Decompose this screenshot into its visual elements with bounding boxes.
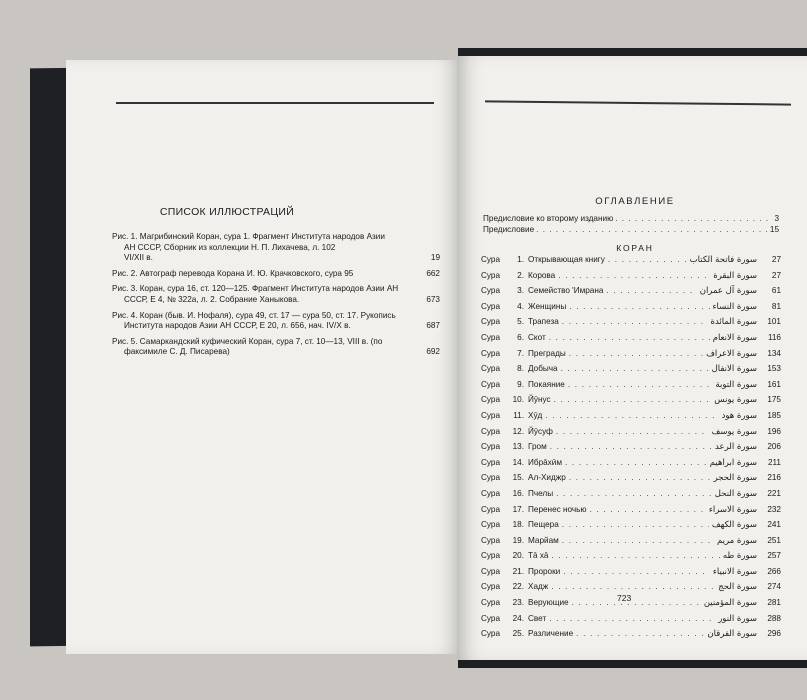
sura-entry — [481, 489, 781, 505]
sura-number: 17. — [512, 504, 524, 514]
sura-page: 211 — [767, 457, 781, 467]
sura-word-label: Сура — [481, 395, 501, 405]
sura-page: 81 — [771, 301, 781, 311]
sura-word-label: Сура — [481, 582, 501, 592]
sura-entry — [481, 286, 781, 302]
sura-entry — [481, 520, 781, 536]
illustration-line: СССР, Е 4, № 322а, л. 2. Собрание Ханыкова. — [124, 294, 300, 304]
sura-page: 153 — [767, 364, 781, 374]
sura-page: 216 — [767, 473, 781, 483]
sura-arabic-name: سورة الكهف — [711, 520, 757, 531]
leader-dots — [562, 536, 714, 545]
illustration-entry — [112, 311, 440, 332]
sura-entry — [481, 505, 781, 521]
sura-number: 25. — [512, 629, 524, 639]
left-page — [66, 60, 462, 654]
leader-dots — [551, 551, 719, 560]
sura-word-label: Сура — [481, 364, 501, 374]
sura-name: Пещера — [528, 520, 559, 530]
sura-page: 288 — [767, 613, 781, 623]
sura-word-label: Сура — [481, 551, 501, 561]
leader-dots — [556, 489, 712, 498]
sura-entry — [481, 317, 781, 333]
leader-dots — [549, 333, 710, 342]
leader-dots — [568, 380, 713, 389]
sura-number: 22. — [512, 582, 524, 592]
sura-name: Преграды — [528, 348, 566, 358]
sura-page: 281 — [767, 598, 781, 608]
leader-dots — [558, 271, 710, 280]
sura-name: Различение — [528, 629, 574, 639]
sura-arabic-name: سورة يوسف — [711, 426, 757, 437]
sura-entry — [481, 302, 781, 318]
sura-name: Ибрāхӣм — [528, 457, 562, 467]
sura-name: Скот — [528, 332, 546, 342]
sura-entry — [481, 629, 781, 645]
leader-dots — [590, 505, 706, 514]
sura-number: 10. — [512, 395, 524, 405]
sura-number: 20. — [512, 551, 524, 561]
sura-arabic-name: سورة الفرقان — [707, 629, 757, 640]
illustration-line: VI/XII в. — [124, 253, 153, 263]
sura-entry — [481, 395, 781, 411]
leader-dots — [606, 286, 696, 295]
illustration-line: Рис. 2. Автограф перевода Корана И. Ю. Крачковского, сура 95 — [112, 268, 354, 278]
illustration-line: Рис. 1. Магрибинский Коран, сура 1. Фрагмент Института народов Азии — [112, 232, 385, 241]
sura-name: Йӯсуф — [528, 426, 553, 436]
sura-page: 251 — [767, 535, 781, 545]
leader-dots — [562, 520, 709, 529]
sura-number: 19. — [512, 535, 524, 545]
sura-entry — [481, 364, 781, 380]
sura-number: 15. — [512, 473, 524, 483]
sura-name: Перенес ночью — [528, 504, 587, 514]
preface-page: 15 — [769, 224, 779, 234]
sura-word-label: Сура — [481, 473, 501, 483]
sura-name: Хадж — [528, 582, 549, 592]
page-number: 723 — [617, 593, 632, 603]
illustration-entry — [112, 284, 440, 305]
sura-page: 101 — [767, 317, 781, 327]
sura-number: 5. — [517, 317, 524, 327]
sura-name: Открывающая книгу — [528, 255, 605, 264]
sura-arabic-name: سورة البقرة — [713, 270, 757, 281]
sura-page: 206 — [767, 442, 781, 452]
sura-page: 185 — [767, 410, 781, 420]
preface-entry — [483, 225, 779, 236]
sura-arabic-name: سورة النحل — [714, 488, 757, 499]
sura-entry — [481, 380, 781, 396]
sura-arabic-name: سورة يونس — [714, 395, 757, 406]
sura-word-label: Сура — [481, 442, 501, 452]
sura-page: 296 — [767, 629, 781, 639]
illustrations-title: СПИСОК ИЛЛЮСТРАЦИЙ — [159, 206, 295, 218]
leader-dots — [561, 364, 709, 373]
sura-arabic-name: سورة الانعام — [712, 332, 757, 343]
sura-number: 9. — [517, 379, 524, 389]
sura-entry — [481, 551, 781, 567]
sura-word-label: Сура — [481, 488, 501, 498]
leader-dots — [551, 582, 715, 591]
sura-name: Гром — [528, 442, 547, 452]
sura-number: 12. — [512, 426, 524, 436]
header-rule — [116, 102, 434, 104]
sura-number: 4. — [517, 301, 524, 311]
sura-name: Пчелы — [528, 488, 554, 498]
sura-arabic-name: سورة هود — [721, 410, 757, 421]
illustration-page: 687 — [426, 321, 440, 331]
sura-arabic-name: سورة الاعراف — [706, 348, 757, 359]
sura-arabic-name: سورة الاسراء — [708, 504, 757, 515]
sura-entry — [481, 333, 781, 349]
leader-dots — [569, 302, 709, 311]
sura-word-label: Сура — [481, 348, 501, 358]
sura-number: 24. — [512, 613, 524, 623]
preface-list — [483, 214, 779, 235]
sura-arabic-name: سورة الحجر — [713, 473, 757, 484]
illustration-line: Рис. 3. Коран, сура 16, ст. 120—125. Фрагмент Института народов Азии АН — [112, 284, 399, 294]
sura-word-label: Сура — [481, 598, 501, 608]
sura-name: Покаяние — [528, 379, 565, 389]
illustrations-list — [112, 232, 440, 363]
sura-arabic-name: سورة فاتحة الكتاب — [689, 255, 757, 265]
sura-number: 1. — [517, 255, 524, 264]
sura-entry — [481, 458, 781, 474]
sura-number: 8. — [517, 364, 524, 374]
illustration-page: 673 — [426, 294, 440, 304]
sura-word-label: Сура — [481, 566, 501, 576]
sura-name: Пророки — [528, 566, 561, 576]
sura-entry — [481, 427, 781, 443]
preface-entry — [483, 214, 779, 225]
leader-dots — [572, 598, 701, 607]
sura-number: 21. — [512, 566, 524, 576]
sura-number: 16. — [512, 488, 524, 498]
leader-dots — [549, 614, 715, 623]
sura-word-label: Сура — [481, 629, 501, 639]
leader-dots — [545, 411, 718, 420]
illustration-page: 692 — [426, 347, 440, 357]
sura-word-label: Сура — [481, 504, 501, 514]
sura-number: 18. — [512, 520, 524, 530]
sura-number: 23. — [512, 598, 524, 608]
illustration-line: Рис. 5. Самаркандский куфический Коран, сура 7, ст. 10—13, VIII в. (по — [112, 336, 383, 346]
sura-number: 11. — [513, 410, 524, 420]
sura-entry — [481, 271, 781, 287]
leader-dots — [556, 427, 709, 436]
sura-word-label: Сура — [481, 270, 501, 280]
sura-number: 2. — [517, 270, 524, 280]
sura-number: 13. — [512, 442, 524, 452]
sura-word-label: Сура — [481, 301, 501, 311]
leader-dots — [576, 629, 704, 638]
sura-number: 6. — [517, 332, 524, 342]
sura-word-label: Сура — [481, 410, 501, 420]
sura-page: 232 — [767, 504, 781, 514]
sura-arabic-name: سورة المؤمنين — [703, 598, 757, 609]
sura-entry — [481, 442, 781, 458]
sura-arabic-name: سورة الانبياء — [712, 566, 757, 577]
sura-page: 161 — [767, 379, 781, 389]
sura-arabic-name: سورة الرعد — [715, 442, 757, 453]
illustration-page: 19 — [430, 253, 440, 263]
leader-dots — [562, 317, 708, 326]
leader-dots — [565, 458, 707, 467]
sura-page: 266 — [767, 566, 781, 576]
illustration-page: 662 — [426, 268, 440, 278]
leader-dots — [550, 442, 712, 451]
sura-arabic-name: سورة الحج — [718, 582, 757, 593]
right-page — [457, 56, 807, 660]
sura-word-label: Сура — [481, 379, 501, 389]
sura-arabic-name: سورة مريم — [716, 535, 757, 546]
sura-page: 257 — [767, 551, 781, 561]
preface-page: 3 — [774, 214, 779, 223]
leader-dots — [569, 349, 703, 358]
sura-name: Марйам — [528, 535, 559, 545]
sura-word-label: Сура — [481, 535, 501, 545]
sura-page: 175 — [767, 395, 781, 405]
sura-page: 196 — [767, 426, 781, 436]
sura-arabic-name: سورة النور — [718, 613, 757, 624]
sura-word-label: Сура — [481, 317, 501, 327]
leader-dots — [536, 225, 768, 236]
sura-word-label: Сура — [481, 457, 501, 467]
sura-name: Верующие — [528, 598, 569, 608]
sura-name: Семейство 'Имрана — [528, 286, 604, 296]
sura-word-label: Сура — [481, 332, 501, 342]
sura-list — [481, 255, 781, 645]
sura-entry — [481, 411, 781, 427]
sura-word-label: Сура — [481, 286, 501, 296]
sura-word-label: Сура — [481, 613, 501, 623]
sura-page: 134 — [767, 348, 781, 358]
illustration-line: факсимиле С. Д. Писарева) — [124, 347, 230, 357]
sura-arabic-name: سورة ابراهيم — [709, 457, 757, 468]
sura-name: Тā хā — [528, 551, 549, 561]
leader-dots — [563, 567, 710, 576]
sura-page: 61 — [771, 286, 781, 296]
sura-arabic-name: سورة آل عمران — [699, 286, 757, 297]
preface-label: Предисловие — [483, 224, 535, 234]
illustration-line: Рис. 4. Коран (быв. И. Нофаля), сура 49, ст. 17 — сура 50, ст. 17. Рукопись — [112, 310, 396, 320]
sura-entry — [481, 255, 781, 271]
sura-name: Женщины — [528, 301, 567, 311]
sura-page: 241 — [767, 520, 781, 530]
sura-arabic-name: سورة المائدة — [710, 317, 757, 328]
sura-name: Йӯнус — [528, 395, 551, 405]
sura-entry — [481, 473, 781, 489]
sura-name: Хӯд — [528, 410, 543, 420]
sura-number: 14. — [512, 457, 524, 467]
sura-page: 221 — [767, 488, 781, 498]
sura-word-label: Сура — [481, 255, 501, 264]
sura-arabic-name: سورة طه — [722, 551, 757, 562]
illustration-line: АН СССР, Сборник из коллекции Н. П. Лихачева, л. 102 — [124, 242, 336, 252]
sura-name: Добыча — [528, 364, 558, 374]
sura-entry — [481, 536, 781, 552]
sura-page: 116 — [767, 332, 781, 342]
sura-name: Свет — [528, 613, 547, 623]
sura-arabic-name: سورة التوبة — [715, 379, 757, 390]
section-heading: КОРАН — [616, 243, 654, 253]
sura-name: Ал-Хиджр — [528, 473, 566, 483]
sura-word-label: Сура — [481, 520, 501, 530]
sura-entry — [481, 349, 781, 365]
sura-arabic-name: سورة الانفال — [711, 364, 757, 375]
sura-word-label: Сура — [481, 426, 501, 436]
sura-entry — [481, 567, 781, 583]
header-rule — [485, 100, 791, 105]
leader-dots — [608, 255, 687, 264]
sura-name: Трапеза — [528, 317, 559, 327]
sura-name: Корова — [528, 270, 556, 280]
sura-number: 7. — [517, 348, 524, 358]
leader-dots — [554, 395, 712, 404]
sura-number: 3. — [517, 286, 524, 296]
illustration-entry — [112, 337, 440, 358]
sura-page: 27 — [771, 255, 781, 264]
sura-page: 27 — [771, 270, 781, 280]
sura-entry — [481, 614, 781, 630]
leader-dots — [615, 214, 772, 225]
illustration-entry — [112, 269, 440, 280]
contents-title: ОГЛАВЛЕНИЕ — [595, 196, 675, 207]
illustration-entry — [112, 232, 440, 264]
sura-arabic-name: سورة النساء — [712, 301, 757, 312]
illustration-line: Института народов Азии АН СССР, Е 20, л. 656, нач. IV/X в. — [124, 321, 351, 331]
sura-page: 274 — [767, 582, 781, 592]
preface-label: Предисловие ко второму изданию — [483, 214, 614, 223]
leader-dots — [569, 473, 711, 482]
